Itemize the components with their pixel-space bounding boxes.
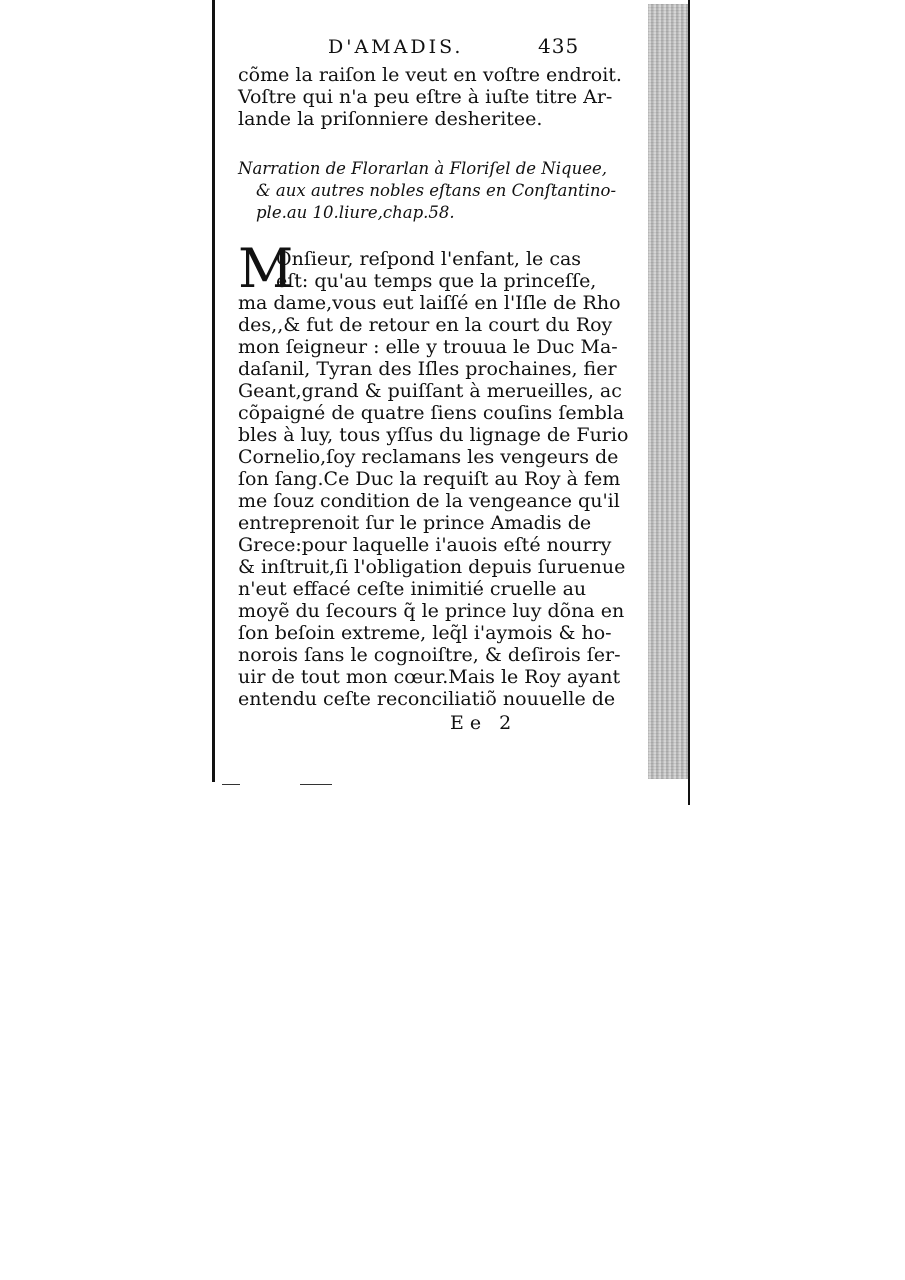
signature-mark: Ee 2	[450, 712, 518, 734]
text-line: mon ſeigneur : elle y trouua le Duc Ma-	[238, 336, 618, 358]
bottom-mark	[300, 784, 332, 785]
page-edges	[648, 4, 689, 779]
text-line: Onſieur, reſpond l'enfant, le cas	[276, 248, 582, 270]
running-head	[238, 34, 580, 64]
text-line: n'eut effacé ceſte inimitié cruelle au	[238, 578, 587, 600]
text-line: me ſouz condition de la vengeance qu'il	[238, 490, 620, 512]
left-page-border	[212, 0, 215, 782]
text-line: entreprenoit ſur le prince Amadis de	[238, 512, 592, 534]
text-line: eſt: qu'au temps que la princeſſe,	[276, 270, 597, 292]
text-line: Cornelio,ſoy reclamans les vengeurs de	[238, 446, 619, 468]
heading-line: Narration de Florarlan à Floriſel de Niquee,	[238, 159, 607, 178]
page-text-block	[238, 34, 629, 738]
text-line: cõme la raiſon le veut en voſtre endroit.	[238, 64, 622, 86]
heading-line: & aux autres nobles eſtans en Conſtantino-	[256, 181, 617, 200]
body-paragraph	[238, 237, 629, 710]
text-line: Geant,grand & puiſſant à merueilles, ac	[238, 380, 622, 402]
text-line: Grece:pour laquelle i'auois eſté nourry	[238, 534, 612, 556]
text-line: uir de tout mon cœur.Mais le Roy ayant	[238, 666, 621, 688]
text-line: ſon ſang.Ce Duc la requiſt au Roy à fem	[238, 468, 621, 490]
text-line: cõpaigné de quatre ſiens couſins ſembla	[238, 402, 625, 424]
right-page-border	[688, 0, 690, 805]
heading-line: ple.au 10.liure,chap.58.	[256, 203, 455, 222]
drop-cap: M	[238, 237, 294, 300]
text-line: lande la priſonniere desheritee.	[238, 108, 543, 130]
text-line: entendu ceſte reconciliatiõ nouuelle de	[238, 688, 616, 710]
text-line: daſanil, Tyran des Iſles prochaines, fier	[238, 358, 617, 380]
text-line: des,,& fut de retour en la court du Roy	[238, 314, 613, 336]
text-line: bles à luy, tous yſſus du lignage de Furio	[238, 424, 629, 446]
text-line: ma dame,vous eut laiſſé en l'Iſle de Rho	[238, 292, 621, 314]
text-line: moyẽ du ſecours q̃ le prince luy dõna en	[238, 600, 625, 622]
page-number: 435	[538, 34, 580, 58]
catchword-signature	[238, 712, 580, 738]
opening-paragraph	[238, 64, 622, 130]
text-line: norois ſans le cognoiſtre, & deſirois ſer-	[238, 644, 621, 666]
text-line: ſon beſoin extreme, leq̃l i'aymois & ho-	[238, 622, 612, 644]
running-head-title: D'AMADIS.	[328, 36, 464, 58]
text-line: Voſtre qui n'a peu eſtre à iuſte titre Ar-	[238, 86, 613, 108]
chapter-heading	[238, 158, 617, 224]
text-line: & inſtruit,ſi l'obligation depuis ſuruenue	[238, 556, 626, 578]
bottom-mark	[222, 784, 240, 785]
